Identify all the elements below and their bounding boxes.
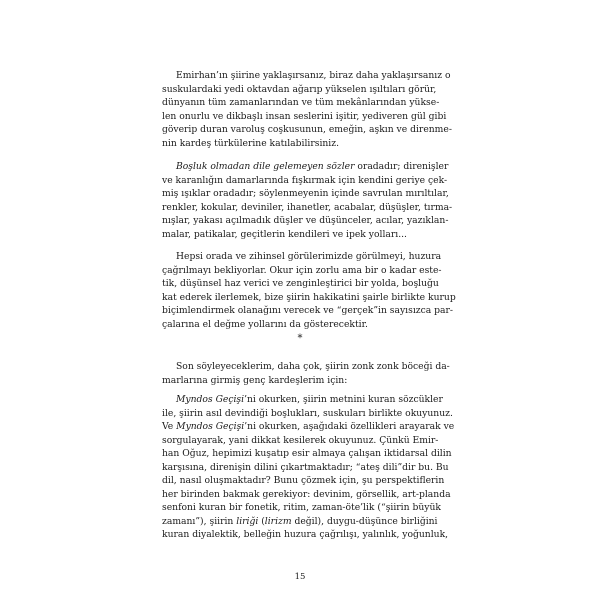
text-line (162, 69, 451, 83)
text-line (162, 174, 448, 188)
text-line (162, 201, 453, 215)
line-text: ’ni okurken, aşağıdaki özellikleri arayarak ve (244, 421, 455, 432)
page-number: 15 (294, 572, 306, 582)
italic-text: Boşluk olmadan dile gelemeyen sözler (176, 161, 355, 172)
line-text: len onurlu ve dikbaşlı insan seslerini işitir, yediveren gül gibi (162, 110, 447, 122)
paragraph-3 (162, 250, 456, 331)
text-line (162, 187, 449, 201)
text-line (162, 304, 454, 318)
text-line (162, 214, 449, 228)
text-line (162, 228, 442, 242)
italic-text: liriği (236, 515, 259, 527)
paragraph-5 (162, 393, 455, 542)
line-text: nışlar, yakası açılmadık düşler ve düşünceler, acılar, yazıklan- (162, 215, 449, 226)
text-line (162, 160, 449, 174)
line-text: çalarına el değme yollarını da gösterecektir. (162, 318, 368, 330)
text-line (162, 360, 450, 374)
line-text: biçimlendirmek olanağını verecek ve “gerçek”in sayısızca par- (162, 305, 454, 316)
line-text: göverip duran varoluş coşkusunun, emeğin, aşkın ve direnme- (162, 124, 452, 135)
text-line (162, 264, 442, 278)
text-line (162, 420, 455, 434)
line-text: han Oğuz, hepimizi kuşatıp esir almaya çalışan iktidarsal dilin (162, 448, 452, 459)
paragraph-2 (162, 160, 453, 241)
text-line (162, 374, 442, 388)
line-text: dünyanın tüm zamanlarından ve tüm mekânlarından yükse- (162, 97, 440, 108)
paragraph-4 (162, 360, 450, 387)
line-text: miş ışıklar oradadır; söylenmeyenin içinde savrulan mırıltılar, (162, 188, 449, 199)
line-text: dil, nasıl oluşmaktadır? Bunu çözmek için, şu perspektiflerin (162, 475, 445, 486)
text-line (162, 447, 452, 461)
text-line (162, 515, 442, 529)
text-line (162, 318, 442, 332)
line-text: senfoni kuran bir fonetik, ritim, zaman-öte’lik (“şiirin büyük (162, 502, 441, 513)
line-text: her birinden bakmak gerekiyor: devinim, görsellik, art-planda (162, 488, 451, 500)
line-text: ( (258, 515, 265, 527)
text-line (162, 291, 456, 305)
line-text: Emirhan’ın şiirine yaklaşırsanız, biraz daha yaklaşırsanız o (176, 70, 451, 81)
text-line (162, 474, 445, 488)
text-line (162, 96, 442, 110)
line-text: suskulardaki yedi oktavdan ağarıp yükselen ışıltıları görür, (162, 83, 437, 95)
text-line (162, 407, 453, 421)
line-text: tik, düşünsel haz verici ve zenginleştirici bir yolda, boşluğu (162, 278, 439, 289)
line-text: marlarına girmiş genç kardeşlerim için: (162, 374, 348, 386)
line-text: karşısına, direnişin dilini çıkartmaktadır; “ateş dili”dir bu. Bu (162, 461, 449, 473)
line-text: sorgulayarak, yani dikkat kesilerek okuyunuz. Çünkü Emir- (162, 434, 439, 446)
line-text: zamanı”), şiirin (162, 515, 237, 527)
line-text: oradadır; direnişler (354, 161, 449, 172)
text-line (162, 250, 442, 264)
text-line (162, 488, 451, 502)
text-line (162, 123, 452, 137)
text-line (162, 528, 449, 542)
line-text: ve karanlığın damarlarında fışkırmak için kendini geriye çek- (162, 174, 448, 186)
text-line (162, 277, 442, 291)
section-separator: * (297, 333, 303, 344)
line-text: Son söyleyeceklerim, daha çok, şiirin zonk zonk böceği da- (176, 361, 450, 372)
line-text: nin kardeş türkülerine katılabilirsiniz. (162, 137, 339, 149)
italic-text: Myndos Geçişi (176, 421, 245, 432)
italic-text: lirizm (264, 515, 292, 527)
text-line (162, 434, 442, 448)
line-text: çağrılmayı bekliyorlar. Okur için zorlu ama bir o kadar este- (162, 264, 442, 276)
line-text: kuran diyalektik, belleğin huzura çağrılışı, yalınlık, yoğunluk, (162, 529, 449, 540)
line-text: kat ederek ilerlemek, bize şiirin hakikatini şairle birlikte kurup (162, 291, 456, 303)
line-text: ile, şiirin asıl devindiği boşlukları, suskuları birlikte okuyunuz. (162, 407, 453, 419)
line-text: malar, patikalar, geçitlerin kendileri ve ipek yolları... (162, 228, 407, 240)
text-line (162, 137, 442, 151)
italic-text: Myndos Geçişi (176, 394, 245, 405)
line-text: değil), duygu-düşünce birliğini (291, 515, 438, 527)
text-line (162, 83, 442, 97)
text-line (162, 461, 449, 475)
line-text: renkler, kokular, deviniler, ihanetler, acabalar, düşüşler, tırma- (162, 201, 453, 213)
line-text: Hepsi orada ve zihinsel görülerimizde görülmeyi, huzura (176, 251, 442, 262)
line-text: Ve (162, 421, 177, 432)
text-line (162, 393, 442, 407)
text-line (162, 110, 447, 124)
paragraph-1 (162, 69, 452, 150)
text-line (162, 501, 442, 515)
line-text: ’ni okurken, şiirin metnini kuran sözcükler (244, 394, 443, 405)
